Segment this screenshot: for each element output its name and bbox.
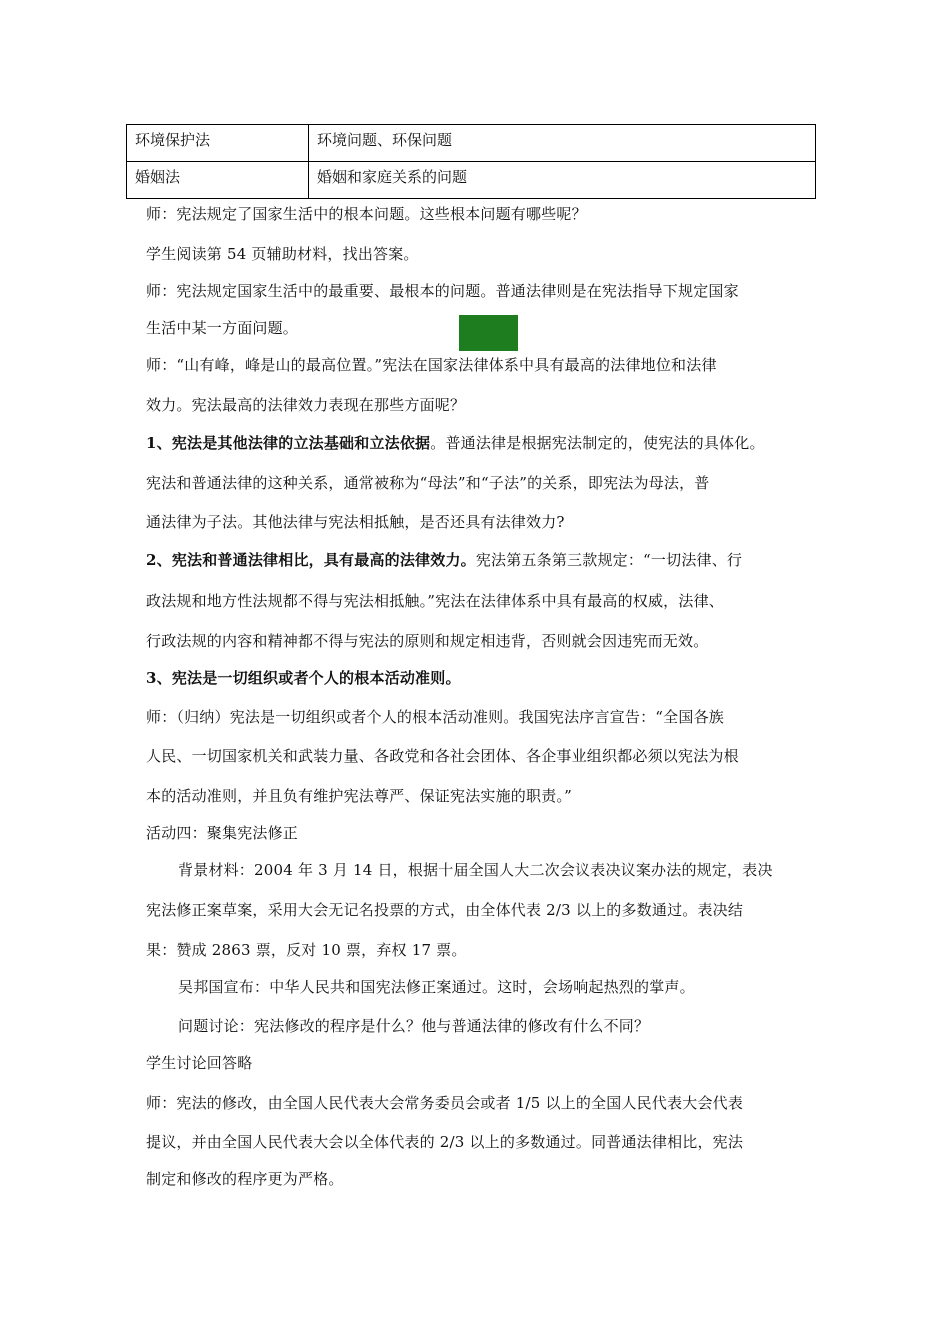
paragraph-line — [146, 668, 461, 688]
table-row — [127, 162, 816, 199]
paragraph-line: 宪法修正案草案，采用大会无记名投票的方式，由全体代表 2/3 以上的多数通过。表决结 — [146, 901, 744, 919]
paragraph-line: 师：宪法的修改，由全国人民代表大会常务委员会或者 1/5 以上的全国人民代表大会代表 — [146, 1094, 744, 1112]
paragraph-line: 师：“山有峰，峰是山的最高位置。”宪法在国家法律体系中具有最高的法律地位和法律 — [146, 356, 717, 374]
section-heading: 活动四：聚集宪法修正 — [146, 824, 299, 842]
green-block — [459, 315, 518, 351]
paragraph-line: 吴邦国宣布：中华人民共和国宪法修正案通过。这时，会场响起热烈的掌声。 — [178, 978, 695, 996]
bold-heading: 3、宪法是一切组织或者个人的根本活动准则。 — [146, 669, 461, 687]
bold-heading: 2、宪法和普通法律相比，具有最高的法律效力。 — [146, 551, 476, 569]
paragraph-line: 背景材料：2004 年 3 月 14 日，根据十届全国人大二次会议表决议案办法的规定，表决 — [178, 861, 773, 879]
paragraph-line: 本的活动准则，并且负有维护宪法尊严、保证宪法实施的职责。” — [146, 787, 572, 805]
table-cell-law: 环境保护法 — [127, 125, 309, 162]
bold-heading: 1、宪法是其他法律的立法基础和立法依据 — [146, 434, 431, 452]
paragraph-line: 人民、一切国家机关和武装力量、各政党和各社会团体、各企事业组织都必须以宪法为根 — [146, 747, 739, 765]
paragraph-line — [146, 550, 742, 570]
paragraph-line: 学生讨论回答略 — [146, 1054, 253, 1072]
paragraph-line: 效力。宪法最高的法律效力表现在那些方面呢？ — [146, 396, 466, 414]
paragraph-line: 提议，并由全国人民代表大会以全体代表的 2/3 以上的多数通过。同普通法律相比，宪法 — [146, 1133, 744, 1151]
line-text: 宪法第五条第三款规定：“一切法律、行 — [475, 551, 743, 569]
line-text: 。普通法律是根据宪法制定的，使宪法的具体化。 — [430, 434, 765, 452]
paragraph-line: 学生阅读第 54 页辅助材料，找出答案。 — [146, 245, 419, 263]
table-cell-scope: 婚姻和家庭关系的问题 — [309, 162, 816, 199]
paragraph-line: 行政法规的内容和精神都不得与宪法的原则和规定相违背，否则就会因违宪而无效。 — [146, 632, 709, 650]
paragraph-line: 通法律为子法。其他法律与宪法相抵触，是否还具有法律效力? — [146, 513, 565, 531]
law-scope-table — [126, 124, 816, 199]
paragraph-line: 制定和修改的程序更为严格。 — [146, 1170, 344, 1188]
paragraph-line: 果：赞成 2863 票，反对 10 票，弃权 17 票。 — [146, 941, 467, 959]
paragraph-line: 师：宪法规定国家生活中的最重要、最根本的问题。普通法律则是在宪法指导下规定国家 — [146, 282, 739, 300]
paragraph-line: 政法规和地方性法规都不得与宪法相抵触。”宪法在法律体系中具有最高的权威，法律、 — [146, 592, 724, 610]
paragraph-line: 师：（归纳）宪法是一切组织或者个人的根本活动准则。我国宪法序言宣告：“全国各族 — [146, 708, 724, 726]
paragraph-line: 问题讨论：宪法修改的程序是什么？他与普通法律的修改有什么不同？ — [178, 1017, 650, 1035]
paragraph-line: 师：宪法规定了国家生活中的根本问题。这些根本问题有哪些呢？ — [146, 205, 587, 223]
paragraph-line: 生活中某一方面问题。 — [146, 319, 299, 337]
table-row — [127, 125, 816, 162]
table-cell-scope: 环境问题、环保问题 — [309, 125, 816, 162]
paragraph-line — [146, 433, 765, 453]
paragraph-line: 宪法和普通法律的这种关系，通常被称为“母法”和“子法”的关系，即宪法为母法，普 — [146, 474, 710, 492]
table-cell-law: 婚姻法 — [127, 162, 309, 199]
